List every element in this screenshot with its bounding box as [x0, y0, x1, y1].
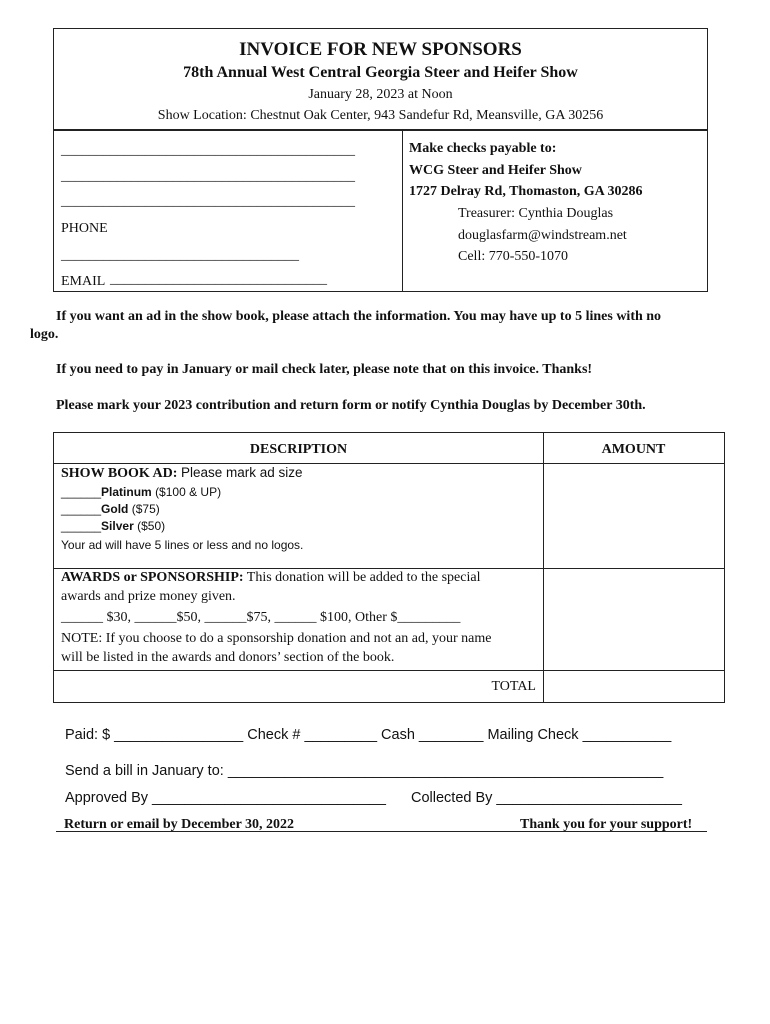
awards-heading: AWARDS or SPONSORSHIP:	[61, 570, 244, 585]
invoice-title: INVOICE FOR NEW SPONSORS	[239, 39, 522, 60]
awards-options[interactable]: ______ $30, ______$50, ______$75, ______ $100, Other $_________	[61, 610, 461, 625]
treasurer: Treasurer: Cynthia Douglas	[458, 206, 614, 221]
ad-info-note: If you want an ad in the show book, please attach the information. You may have up to 5 lines with no	[56, 309, 662, 324]
email-label: EMAIL	[61, 274, 106, 289]
table-row-rule-1	[54, 568, 724, 569]
deadline-note: Please mark your 2023 contribution and return form or notify Cynthia Douglas by December 30th.	[56, 398, 646, 413]
bill-line[interactable]: Send a bill in January to: ______________________________________________________	[65, 763, 664, 779]
ad-amount-cell[interactable]	[545, 465, 723, 567]
table-header-rule	[54, 463, 724, 464]
address-line-2[interactable]: __________________________________________	[61, 169, 355, 184]
awards-text-1: This donation will be added to the special	[246, 570, 481, 585]
description-header: DESCRIPTION	[249, 442, 348, 457]
table-row-rule-2	[54, 670, 724, 671]
show-location: Show Location: Chestnut Oak Center, 943 Sandefur Rd, Meansville, GA 30256	[157, 108, 604, 123]
awards-text-2: awards and prize money given.	[61, 589, 236, 604]
phone-label: PHONE	[61, 221, 108, 236]
paid-line[interactable]: Paid: $ ________________ Check # _________ Cash ________ Mailing Check ___________	[65, 727, 672, 743]
show-subtitle: 78th Annual West Central Georgia Steer and Heifer Show	[183, 64, 578, 81]
ad-option-gold[interactable]: ______Gold ($75)	[61, 502, 160, 516]
ad-option-platinum[interactable]: ______Platinum ($100 & UP)	[61, 485, 222, 499]
header-box	[53, 28, 708, 130]
treasurer-cell: Cell: 770-550-1070	[458, 249, 569, 264]
address-divider	[402, 131, 403, 291]
awards-note-2: will be listed in the awards and donors’ section of the book.	[61, 650, 395, 665]
awards-line-1	[61, 570, 480, 586]
total-amount-cell[interactable]	[545, 672, 723, 701]
pay-later-note: If you need to pay in January or mail check later, please note that on this invoice. Thanks!	[56, 362, 593, 377]
total-label: TOTAL	[491, 679, 536, 694]
collected-line[interactable]: Collected By _______________________	[411, 790, 682, 806]
address-line-3[interactable]: __________________________________________	[61, 194, 355, 209]
amount-header: AMOUNT	[601, 442, 666, 457]
email-field[interactable]: _______________________________	[110, 272, 327, 287]
payee-name: WCG Steer and Heifer Show	[409, 163, 582, 178]
footer-underline	[56, 831, 707, 832]
awards-amount-cell[interactable]	[545, 570, 723, 669]
approved-line[interactable]: Approved By _____________________________	[65, 790, 386, 806]
phone-field[interactable]: __________________________________	[61, 248, 299, 263]
invoice-table	[53, 432, 725, 703]
ad-instruction: Please mark ad size	[180, 465, 303, 480]
ad-option-silver[interactable]: ______Silver ($50)	[61, 519, 166, 533]
address-line-1[interactable]: __________________________________________	[61, 143, 355, 158]
ad-heading: SHOW BOOK AD:	[61, 466, 178, 481]
treasurer-email[interactable]: douglasfarm@windstream.net	[458, 228, 627, 243]
ad-info-note-cont: logo.	[30, 327, 59, 342]
ad-row-heading	[61, 465, 303, 482]
thanks-note: Thank you for your support!	[520, 817, 693, 832]
awards-note-1: NOTE: If you choose to do a sponsorship donation and not an ad, your name	[61, 631, 492, 646]
payable-heading: Make checks payable to:	[409, 141, 557, 156]
address-box	[53, 130, 708, 292]
return-note: Return or email by December 30, 2022	[64, 817, 295, 832]
ad-note: Your ad will have 5 lines or less and no logos.	[61, 538, 304, 552]
payee-address: 1727 Delray Rd, Thomaston, GA 30286	[409, 184, 643, 199]
show-date: January 28, 2023 at Noon	[308, 87, 453, 102]
